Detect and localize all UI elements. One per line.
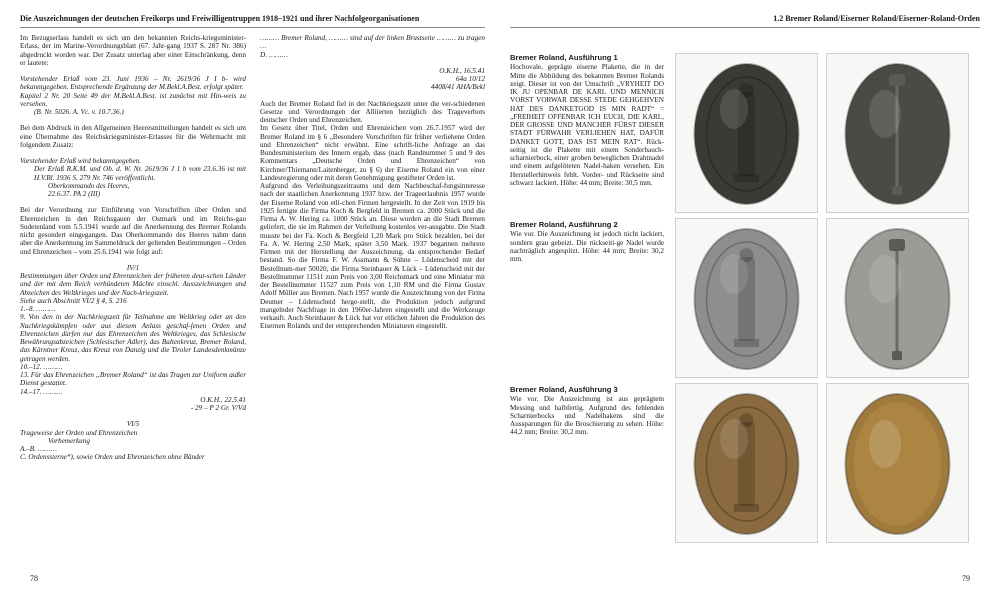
medal-3-obverse-photo: [675, 383, 818, 543]
caption-title: Bremer Roland, Ausführung 1: [510, 53, 618, 62]
caption-variant-2: [510, 221, 664, 263]
paragraph: 13. Für das Ehrenzeichen „Bremer Roland“ ist das Tragen zur Uniform außer Dienst gestattet.: [20, 371, 246, 388]
paragraph: VI/5: [126, 420, 140, 429]
caption-text: Wie vor. Die Auszeichnung ist jedoch nicht lackiert, sondern grau gebeizt. Die rückseiti-ge Nadel wurde nachträglich angespitzt. Höhe: 44 mm; Breite: 30,2 mm.: [510, 230, 664, 263]
paragraph: Kapitel 2 Nr. 20 Seite 49 der M.Bekl.A.Best. ist zunächst mit Hin-weis zu versehen.: [20, 91, 246, 108]
paragraph: O.K.H., 16.5.41: [439, 66, 485, 75]
paragraph: 9. Von den in der Nachkriegszeit für Teilnahme am Weltkrieg oder an den Nachkriegskämpfen oder aus diesem Anlass geschaf-fenen Orden und Ehrenzeichen dürfen nur das Ehrenzeichen des Weltkrieges, das Schlesische Bewährungsabzeichen (Schlesischer Adler), das Baltenkreuz, Bremer Roland, das Kärntner Kreuz, das Kreuz von Danzig und die Tiroler Landesdenkmünze getragen werden.: [20, 313, 246, 363]
running-head-right: 1.2 Bremer Roland/Eiserner Roland/Eiserner-Roland-Orden: [773, 14, 980, 23]
paragraph: 1.–8. ………: [20, 305, 56, 313]
paragraph: Im Gesetz über Titel, Orden und Ehrenzeichen vom 26.7.1957 wird der Bremer Roland im § 6 „Besondere Vorschriften für früher verliehene Orden und Ehrenzeichen“ nicht erwähnt. Eine schrift-liche Anfrage an das Bundesministerium des Innern ergab, dass (nach Randnummer 5 und 9 des Kommentars „Deutsche Orden und Ehrenzeichen“ von Kirchner/Thiemann/Laitenberger, zu § 6) der Eiserne Roland ein von einer Landesregierung oder mit deren Genehmigung gestifteter Orden ist.: [260, 124, 485, 182]
paragraph: Vorstehender Erlaß vom 23. Juni 1936 – Nr. 2619/36 J I b- wird bekanntgegeben. Entsprechende Ergänzung der M.Bekl.A.Best. erfolgt später.: [20, 75, 246, 92]
medal-2-reverse-photo: [826, 218, 969, 378]
header-rule-right: [510, 27, 980, 28]
paragraph: 14.–17. ………: [20, 387, 63, 396]
medal-2-obverse-photo: [675, 218, 818, 378]
paragraph: Trageweise der Orden und Ehrenzeichen: [20, 428, 138, 437]
paragraph: 4408/41 AHA/Bekl: [431, 83, 485, 92]
paragraph: Bei dem Abdruck in den Allgemeinen Heeresmitteilungen handelt es sich um eine Übernahme des Reichskriegsminister-Erlasses für die Wehrmacht mit folgendem Zusatz:: [20, 124, 246, 149]
paragraph: Vorstehender Erlaß wird bekanntgegeben.: [20, 157, 142, 165]
paragraph: Siehe auch Abschnitt VI/2 § 4, S. 216: [20, 296, 127, 305]
paragraph: O.K.H., 22.5.41: [200, 395, 246, 404]
caption-text: Wie vor. Die Auszeichnung ist aus geprägtem Messing und halbfertig. Aufgrund des fehlenden Scharnierbocks und Nadelhakens sind die Aussparungen für die Broschierung zu sehen. Höhe: 44,2 mm; Breite: 30,2 mm.: [510, 395, 664, 437]
paragraph: ……… Bremer Roland, ……… sind auf der linken Brustseite ……… zu tragen …: [260, 34, 485, 51]
caption-variant-1: [510, 54, 664, 187]
paragraph: 10.–12. ………: [20, 362, 63, 371]
medal-1-reverse-photo: [826, 53, 969, 213]
caption-title: Bremer Roland, Ausführung 3: [510, 385, 618, 394]
text-column-1: [20, 34, 246, 462]
paragraph: Aufgrund des Verleihungszeitraums und dem Nachbeschaf-fungsinteresse nach der staatlichen Anerkennung 1937 bzw. der Trageerlaubnis 1957 wurde der Eiserne Roland von etli-chen Firmen hergestellt. In der Zeit von 1919 bis 1925 fertigte die Firma Koch & Bergfeld in Bremen ca. 2000 Stück und die Firma A. W. Hering ca. 1000 Stück an. Diese wurden an die Stadt Bremen geliefert, die sie im Rahmen der Verleihung kostenlos ver-ausgabte. Die Stadt musste bei der Fa. Koch & Bergfeld 1,20 Mark pro Stück bezahlen, bei der Fa. A. W. Hering 2,50 Mark, später 3,50 Mark. 1937 begannen mehrere Firmen mit der Herstellung der Auszeichnung, da entsprechender Bedarf bestand. So die Firma F. W. Assmann & Söhne – Lüdenscheid mit der Bestellnum-mer 50020, die Firma Steinhauer & Lück – Lüdenscheid mit der Bestellnummer 11511 zum Preis von 3,00 Reichsmark und eine Miniatur mit der Bestellnummer 11527 zum Preis von 1,10 RM und die Firma Gustav Adolf Müller aus Bremen. Nach 1957 wurde die Auszeichnung von der Firma Deumer – Lüdenscheid herge-stellt, die Produktion jedoch aufgrund mangelnder Nachfrage in den 1960er-Jahren eingestellt und die Werkzeuge verkauft. Auch Steinhauer & Lück hat vor etlichen Jahren die Produktion des Eisernen Rolands und der entsprechenden Miniaturen eingestellt.: [260, 182, 485, 331]
running-head-left: Die Auszeichnungen der deutschen Freikorps und Freiwilligentruppen 1918–1921 und ihrer Nachfolgeorganisationen: [20, 14, 420, 23]
paragraph: IV/1: [126, 263, 140, 272]
paragraph: A.–B. ………: [20, 445, 57, 453]
caption-title: Bremer Roland, Ausführung 2: [510, 220, 618, 229]
paragraph: D. ………: [260, 50, 288, 59]
text-column-2: [260, 34, 485, 331]
paragraph: Bei der Verordnung zur Einführung von Vorschriften über Orden und Ehrenzeichen in den Reichsgauen der Ostmark und im Reichs-gau Sudetenland vom 5.5.1941 wurde auf die Anerkennung des Bremer Rolands nicht gesondert eingegangen. Das Oberkommando des Heeres nahm dann aber die Anerkennung im Sammeldruck der geltenden Bestimmungen – Orden und Ehrenzeichen – vom 25.6.1941 wie folgt auf:: [20, 206, 246, 256]
caption-text: Hochovale, geprägte eiserne Plakette, die in der Mitte die Abbildung des bekannten Bremer Rolands zeigt. Dieser ist von der Umschrift „VRYHEIT DO IK JU OPENBAR DE KARL UND MENNICH VORST VORWAR DESSE STEDE GEHGEHVEN HAT DES DANKETGOD IS MIN RADT“ = „FREIHEIT OFFENBAR ICH EUCH, DIE KARL, DER GROSSE UND MANCHER FÜRST DIESER STADT FÜRWAHR VERLIEHEN HAT, DAFÜR DANKET GOTT, DAS IST MEIN RAT“. Rück-seitig ist die Plakette mit einem Sonderbauch-scharnierbock, einer groben beweglichen Drahtnadel und einem aufgelöteten Nadel-haken versehen. Ein Herstellerhinweis fehlt. Vorder- und Rückseite sind schwarz lackiert. Höhe: 44 mm; Breite: 30,5 mm.: [510, 63, 664, 187]
page-number-left: 78: [30, 574, 38, 583]
page-number-right: 79: [962, 574, 970, 583]
paragraph: - 29 – P 2 Gr. V/Vd: [190, 404, 246, 412]
paragraph: Der Erlaß R.K.M. und Ob. d. W. Nr. 2619/36 J 1 b vom 23.6.36 ist mit H.V.Bl. 1936 S. 279 Nr. 746 veröffentlicht.: [34, 165, 246, 182]
paragraph: (B. Nr. 5026. A. Vc. v. 10.7.36.): [34, 108, 124, 116]
medal-3-reverse-photo: [826, 383, 969, 543]
paragraph: Bestimmungen über Orden und Ehrenzeichen der früheren deut-schen Länder und der mit dem Reich verbündeten Mächte einschl. Ausszeichnungen und Abzeichen des Weltkrieges und der Nach-kriegszeit.: [20, 272, 246, 297]
paragraph: 22.6.37. PA 2 (III): [48, 190, 101, 198]
paragraph: Vorbemerkung: [48, 436, 90, 445]
header-rule-left: [20, 27, 485, 28]
paragraph: C. Ordenssterne*), sowie Orden und Ehrenzeichen ohne Bänder: [20, 453, 205, 462]
paragraph: Auch der Bremer Roland fiel in der Nachkriegszeit unter die ver-schiedenen Gesetze und Verordnungen der Alliierten bezüglich des Trageverbots deutscher Orden und Ehrenzeichen.: [260, 99, 485, 124]
paragraph: 64a 10/12: [456, 75, 485, 83]
paragraph: Oberkommando des Heeres,: [48, 181, 130, 190]
paragraph: Im Bezugserlass handelt es sich um den bekannten Reichs-kriegsminister-Erlass, der im Marine-Verordnungsblatt (67. Jahr-gang 1937 S. 287 Nr. 386) abgedruckt worden war. Der Zusatz unterlag aber einer Einschränkung, denn er lautete:: [20, 34, 246, 67]
medal-1-obverse-photo: [675, 53, 818, 213]
caption-variant-3: [510, 386, 664, 437]
